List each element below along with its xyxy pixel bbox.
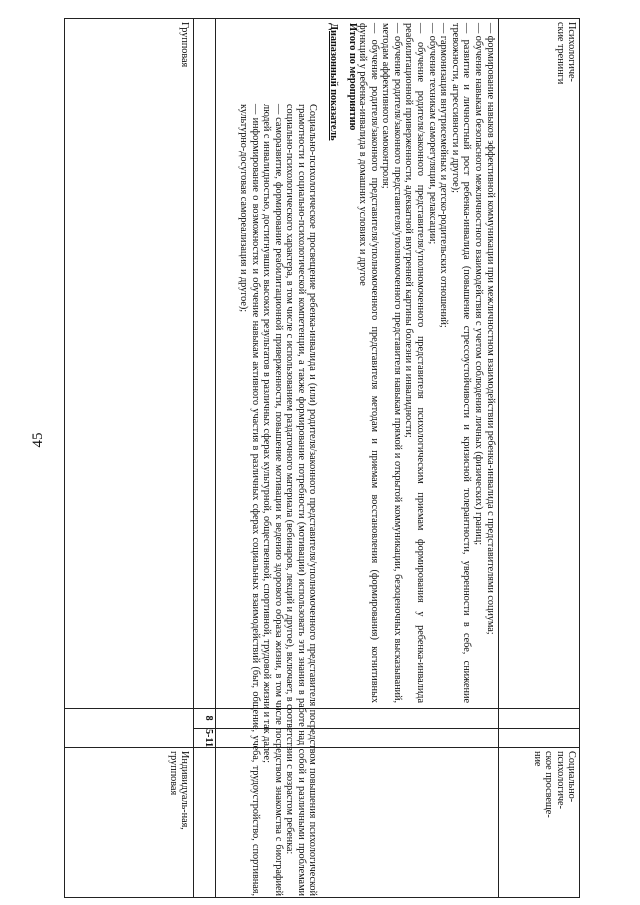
list-item: — обучение навыкам безопасного межличностного взаимодействия с учетом соблюдения личных (физических) границ;	[473, 23, 485, 546]
total-row-strip	[340, 18, 362, 898]
list-item: Социально-психологическое просвещение ребенка-инвалида и (или) родителя/законного представителя/уполномоченного представителя посредством повышения психологической грамотности и социально-психологической компетенции, а также формирование потребности (мотивации) использовать эти знания в работе над собой и различными проблемами социально-психологического характера, в том числе с использованием раздаточного материала (вебинаров, лекций и другое), включает, в соответствии с возрастом ребенка:	[284, 104, 318, 896]
col-divider-1	[498, 18, 499, 898]
list-item: — информирование о возможностях и обучение навыкам активного участия в различных сферах социальных взаимодействий (быт, общение, учеба, трудоустройство, спортивная, культурно-досуговая самореализация и другое);	[238, 104, 261, 896]
activity-cell-education: Социально-психологиче-ское просвеще-ние	[532, 751, 577, 818]
total-value: 8	[203, 715, 214, 721]
table-border-bottom	[64, 18, 65, 898]
list-item: — обучение техникам саморегуляции, релаксации;	[426, 23, 438, 245]
education-text-block	[68, 104, 318, 896]
table-border-left	[64, 18, 580, 19]
list-item: — гармонизация внутрисемейных и детско-родительских отношений;	[438, 23, 450, 328]
range-label: Диапазонный показатель	[328, 23, 339, 141]
list-item: — обучение родителя/законного представителя/уполномоченного представителя методам и приемам восстановления (формирования) когнитивных функций у ребенка-инвалида в домашних условиях и другое	[357, 23, 380, 703]
form-cell-trainings: Групповая	[179, 22, 190, 68]
range-row-strip	[323, 18, 343, 898]
page-number: 45	[30, 432, 46, 448]
activity-cell-trainings: Психологиче-ские тренинги	[554, 22, 577, 85]
list-item: — саморазвитие, формирование реабилитационной приверженности, повышение мотивации к ведению здорового образа жизни, в том числе посредством знакомства с биографией людей с инвалидностью, достигнувших высоких результатов в различных сферах культурной, общественной, спортивной, трудовой жизни и так далее;	[261, 104, 284, 896]
form-cell-education: Индивидуаль-ная, групповая	[167, 751, 190, 830]
range-value-text: 5-11	[203, 728, 214, 748]
list-item: — формирование навыков эффективной коммуникации при межличностном взаимодействии ребенка-инвалида с представителями социума;	[485, 23, 496, 635]
list-item: — развитие и личностный рост ребенка-инвалида (повышение стрессоустойчивости и кризисной толерантности, уверенности в себе, снижение тревожности, агрессивности и другое);	[450, 23, 473, 703]
total-label-strip: Итого по мероприятию	[347, 23, 358, 131]
table-border-right	[64, 897, 580, 898]
table-border-top	[579, 18, 580, 898]
list-item: — обучение родителя/законного представителя/уполномоченного представителя навыкам прямой и открытой коммуникации, безоценочных высказываний, методам аффективного самоконтроля;	[380, 23, 403, 703]
list-item: — обучение родителя/законного представителя/уполномоченного представителя психологическим приемам формирования у ребенка-инвалида реабилитационной приверженности, адекватной внутренней картины болезни и инвалидности;	[403, 23, 426, 703]
